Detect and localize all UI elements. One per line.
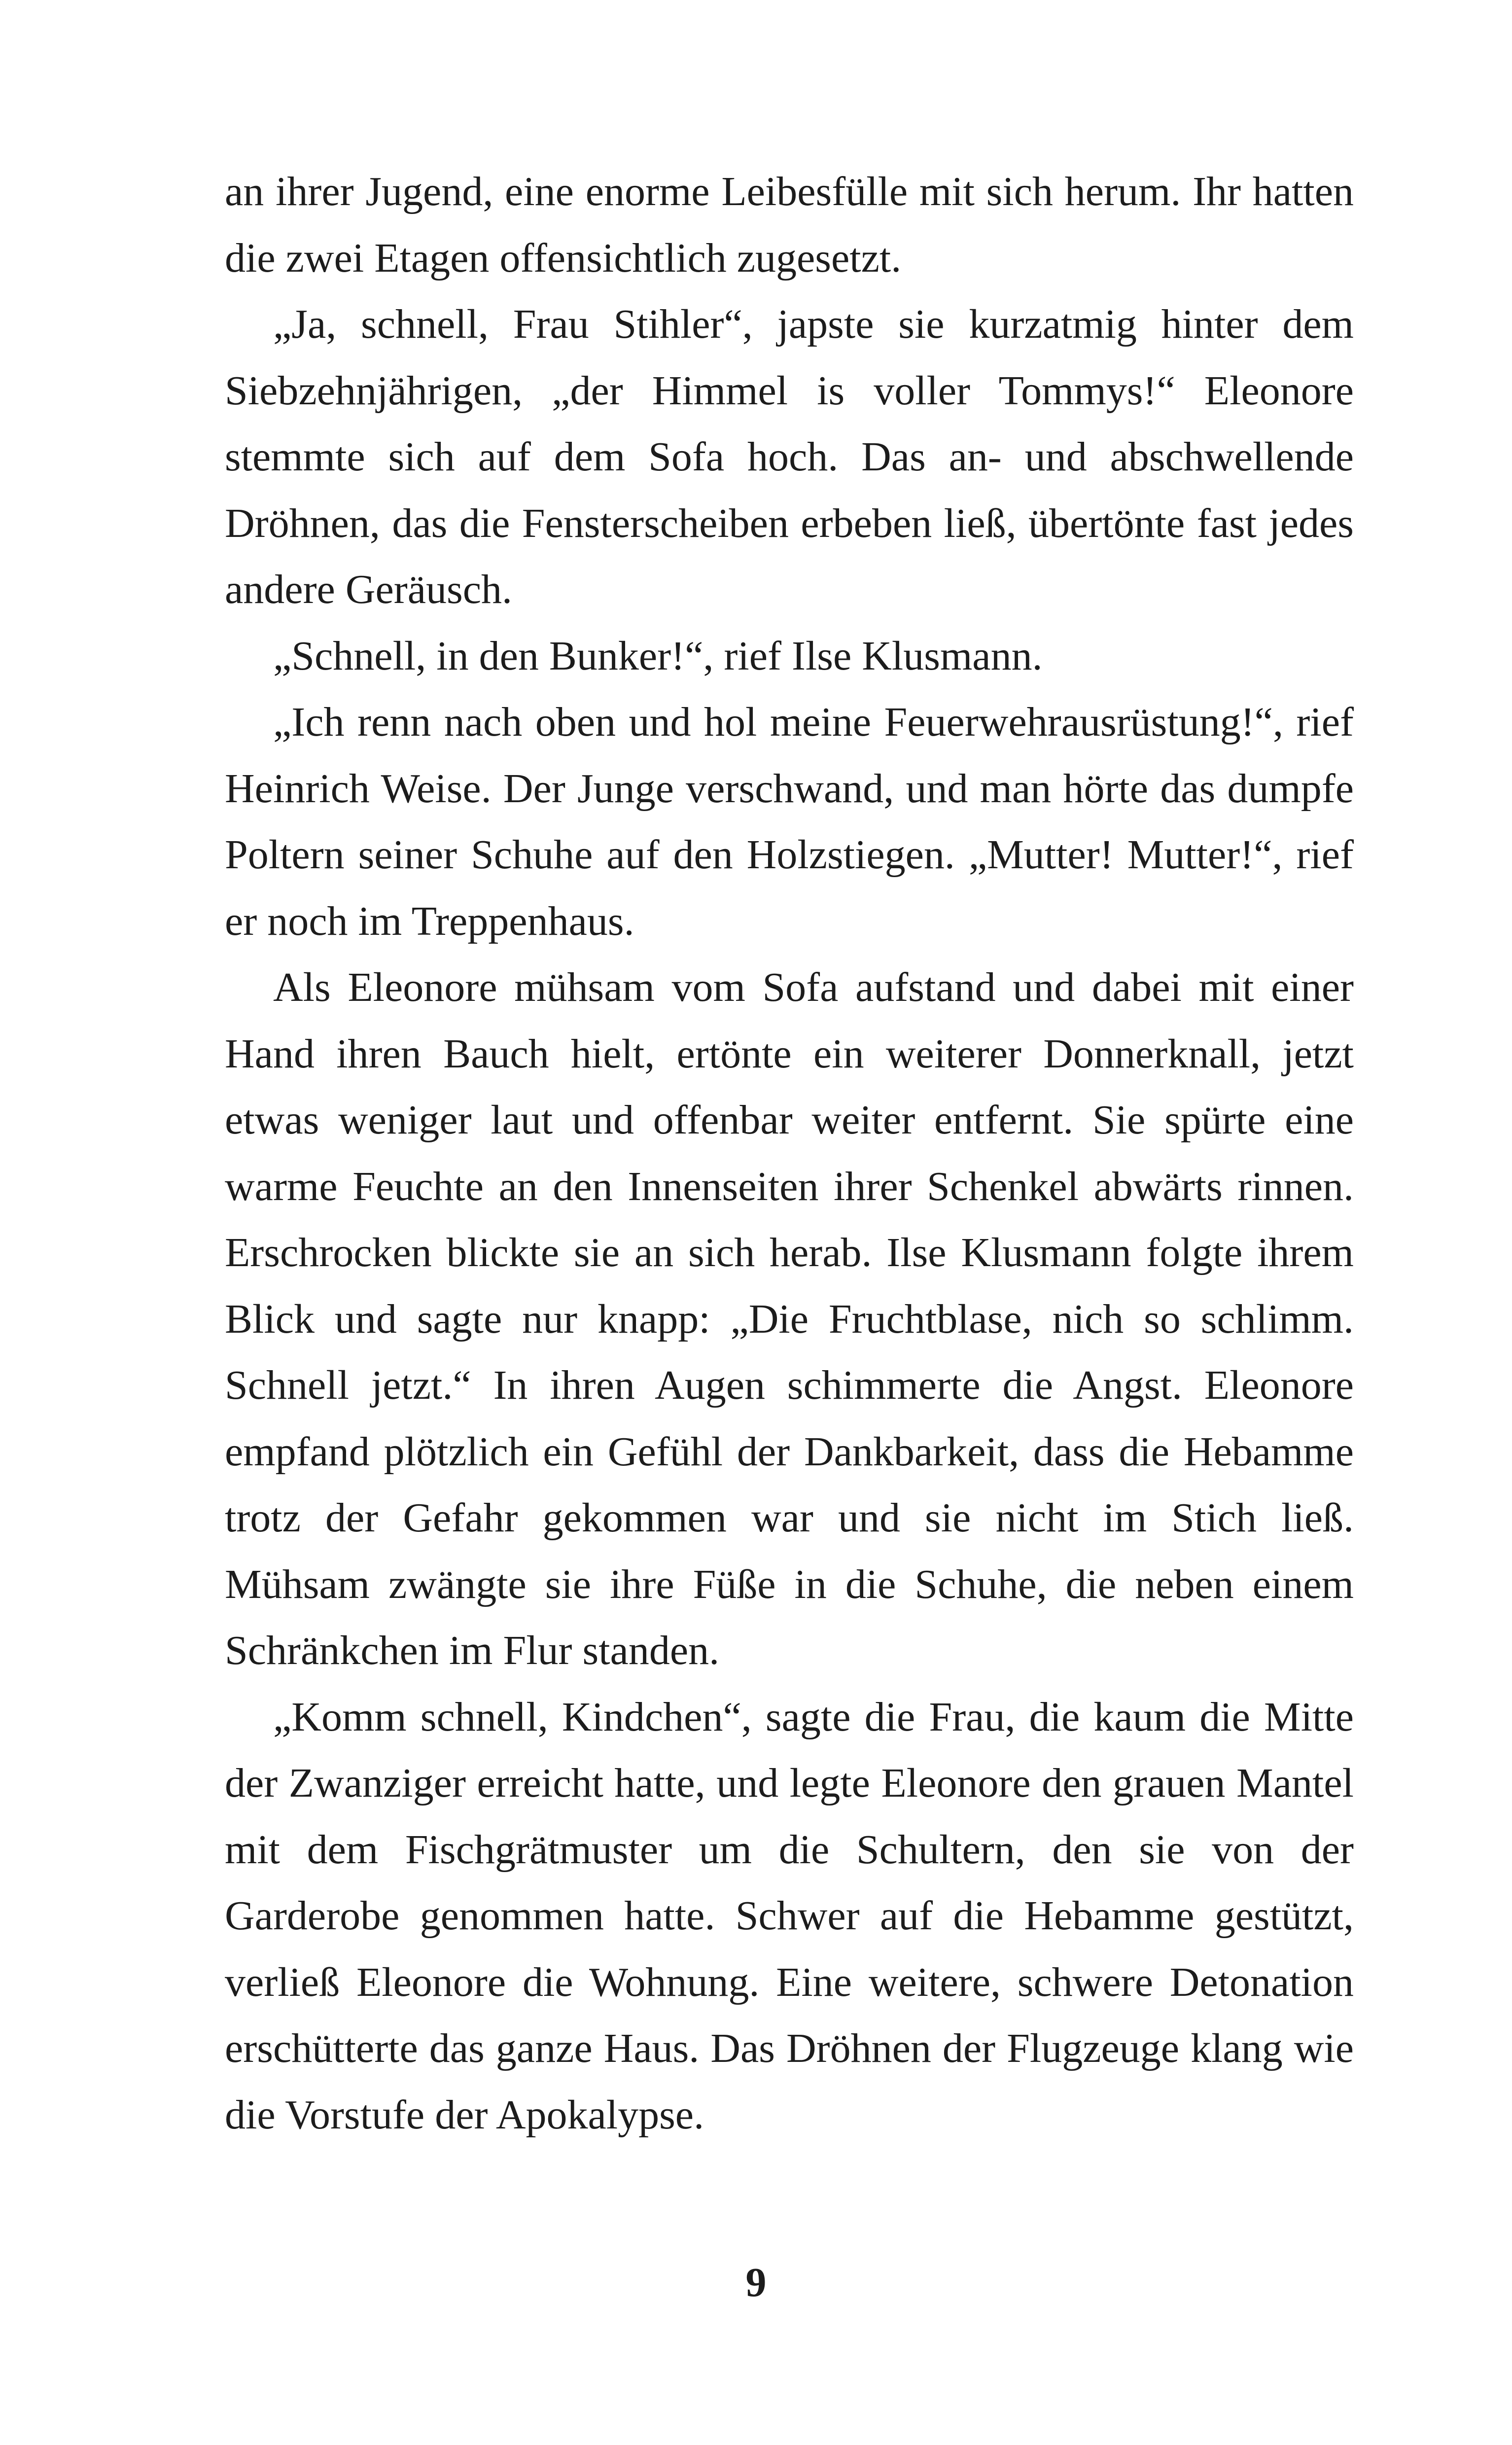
paragraph-5: Als Eleonore mühsam vom Sofa aufstand und dabei mit einer Hand ihren Bauch hielt, ertönte ein weiterer Donnerknall, jetzt etwas weniger laut und offenbar weiter entfernt. Sie spürte eine warme Feuchte an den Innenseiten ihrer Schenkel abwärts rinnen. Erschrocken blickte sie an sich herab. Ilse Klusmann folgte ihrem Blick und sagte nur knapp: „Die Fruchtblase, nich so schlimm. Schnell jetzt.“ In ihren Augen schimmerte die Angst. Eleonore empfand plötzlich ein Gefühl der Dankbarkeit, dass die Hebamme trotz der Gefahr gekommen war und sie nicht im Stich ließ. Mühsam zwängte sie ihre Füße in die Schuhe, die neben einem Schränkchen im Flur standen. xyxy=(225,964,1354,1673)
paragraph-6: „Komm schnell, Kindchen“, sagte die Frau, die kaum die Mitte der Zwanziger erreicht hatte, und legte Eleonore den grauen Mantel mit dem Fischgrätmuster um die Schultern, den sie von der Garderobe genommen hatte. Schwer auf die Hebamme gestützt, verließ Eleonore die Wohnung. Eine weitere, schwere Detonation erschütterte das ganze Haus. Das Dröhnen der Flugzeuge klang wie die Vorstufe der Apokalypse. xyxy=(225,1694,1354,2138)
body-text xyxy=(225,159,1354,2148)
paragraph-2: „Ja, schnell, Frau Stihler“, japste sie kurzatmig hinter dem Siebzehnjährigen, „der Himmel is voller Tommys!“ Eleonore stemmte sich auf dem Sofa hoch. Das an- und abschwellende Dröhnen, das die Fensterscheiben erbeben ließ, übertönte fast jedes andere Geräusch. xyxy=(225,301,1354,612)
paragraph-3: „Schnell, in den Bunker!“, rief Ilse Klusmann. xyxy=(273,633,1043,679)
page-number: 9 xyxy=(745,2260,767,2305)
paragraph-4: „Ich renn nach oben und hol meine Feuerwehrausrüstung!“, rief Heinrich Weise. Der Junge verschwand, und man hörte das dumpfe Poltern seiner Schuhe auf den Holzstiegen. „Mutter! Mutter!“, rief er noch im Treppenhaus. xyxy=(225,699,1354,944)
paragraph-1: an ihrer Jugend, eine enorme Leibesfülle mit sich herum. Ihr hatten die zwei Etagen offensichtlich zugesetzt. xyxy=(225,169,1354,281)
